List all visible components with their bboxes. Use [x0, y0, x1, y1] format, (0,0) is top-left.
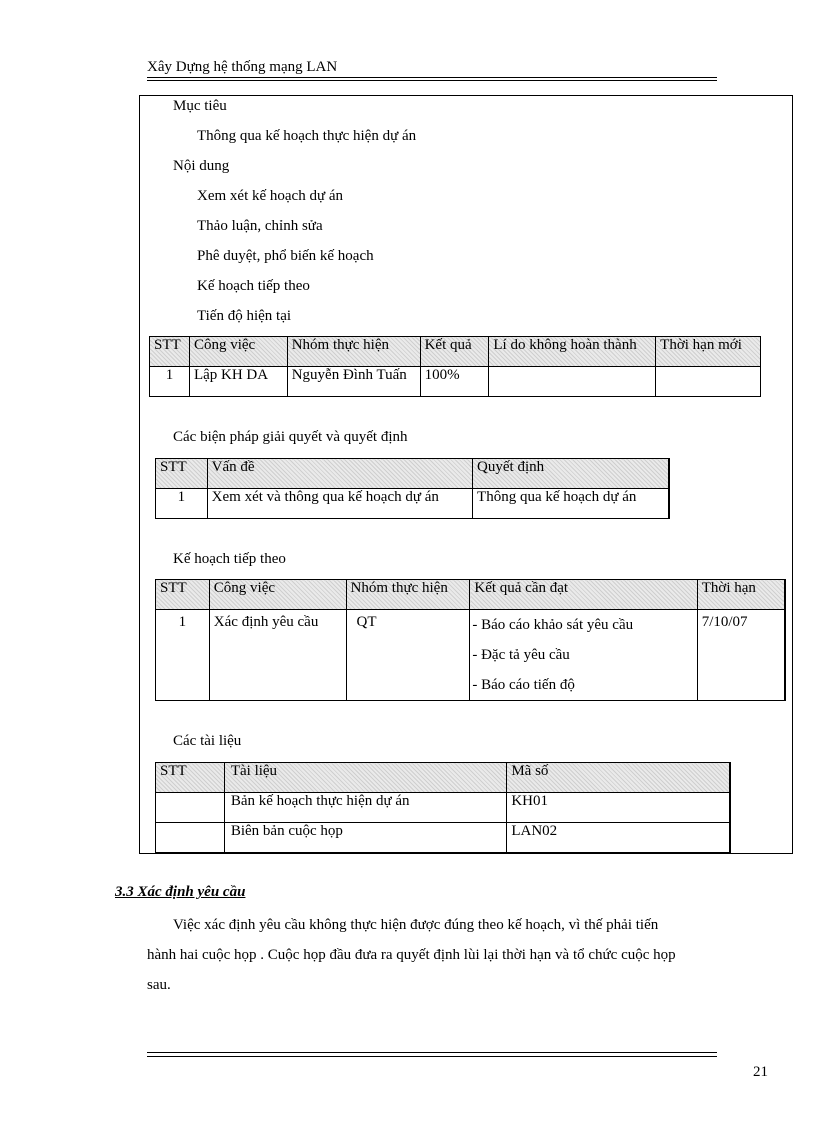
table-cell: Biên bản cuộc họp — [224, 823, 507, 853]
paragraph-line: sau. — [147, 977, 171, 993]
table-cell: 100% — [420, 367, 489, 397]
table-cell: Bản kế hoạch thực hiện dự án — [224, 793, 507, 823]
table-cell: Thông qua kế hoạch dự án — [473, 489, 669, 519]
table-header-row — [156, 763, 731, 793]
content-item: Kế hoạch tiếp theo — [197, 278, 310, 294]
table-cell — [489, 367, 656, 397]
table-cell: KH01 — [507, 793, 730, 823]
paragraph-line: Việc xác định yêu cầu không thực hiện được đúng theo kế hoạch, vì thế phải tiến — [173, 917, 659, 933]
table-cell: Lập KH DA — [189, 367, 287, 397]
table-cell: 1 — [156, 610, 210, 701]
content-item: Xem xét kế hoạch dự án — [197, 188, 343, 204]
col-header: Công việc — [189, 337, 287, 367]
result-item: - Báo cáo tiến độ — [472, 677, 575, 693]
table-header-row — [150, 337, 761, 367]
decisions-label: Các biện pháp giải quyết và quyết định — [173, 429, 408, 445]
table-row — [156, 823, 731, 853]
table-cell: 1 — [150, 367, 190, 397]
progress-table — [149, 336, 761, 397]
header-title: Xây Dựng hệ thống mạng LAN — [147, 59, 338, 75]
col-header: Công việc — [209, 580, 346, 610]
result-item: - Đặc tả yêu cầu — [472, 647, 570, 663]
result-item: - Báo cáo khảo sát yêu cầu — [472, 617, 634, 633]
table-header-row — [156, 459, 670, 489]
section-title: 3.3 Xác định yêu cầu — [115, 884, 246, 900]
table-header-row — [156, 580, 786, 610]
header-rule-top — [147, 77, 717, 78]
decisions-table — [155, 458, 670, 519]
results-cell — [470, 610, 697, 701]
table-cell: 7/10/07 — [697, 610, 785, 701]
header-rule-bottom — [147, 80, 717, 81]
col-header: Lí do không hoàn thành — [489, 337, 656, 367]
table-cell: Xem xét và thông qua kế hoạch dự án — [207, 489, 472, 519]
documents-table — [155, 762, 731, 853]
col-header: Thời hạn — [697, 580, 785, 610]
col-header: Mã số — [507, 763, 730, 793]
table-row — [156, 610, 786, 701]
table-row — [150, 367, 761, 397]
objective-label: Mục tiêu — [173, 98, 227, 114]
col-header: Kết quả — [420, 337, 489, 367]
col-header: Nhóm thực hiện — [346, 580, 470, 610]
table-row — [156, 793, 731, 823]
footer-rule-top — [147, 1052, 717, 1053]
col-header: Tài liệu — [224, 763, 507, 793]
col-header: STT — [156, 459, 208, 489]
content-item: Tiến độ hiện tại — [197, 308, 292, 324]
paragraph-line: hành hai cuộc họp . Cuộc họp đầu đưa ra quyết định lùi lại thời hạn và tổ chức cuộc họp — [147, 947, 676, 963]
col-header: STT — [156, 580, 210, 610]
col-header: STT — [156, 763, 225, 793]
col-header: STT — [150, 337, 190, 367]
table-row — [156, 489, 670, 519]
col-header: Thời hạn mới — [656, 337, 761, 367]
table-cell — [156, 793, 225, 823]
table-cell — [656, 367, 761, 397]
objective-text: Thông qua kế hoạch thực hiện dự án — [197, 128, 417, 144]
table-cell: Xác định yêu cầu — [209, 610, 346, 701]
content-item: Phê duyệt, phổ biến kế hoạch — [197, 248, 374, 264]
table-cell: Nguyễn Đình Tuấn — [287, 367, 420, 397]
table-cell — [156, 823, 225, 853]
content-label: Nội dung — [173, 158, 230, 174]
documents-label: Các tài liệu — [173, 733, 242, 749]
col-header: Nhóm thực hiện — [287, 337, 420, 367]
content-item: Thảo luận, chỉnh sửa — [197, 218, 323, 234]
table-cell: LAN02 — [507, 823, 730, 853]
col-header: Kết quả cần đạt — [470, 580, 697, 610]
next-plan-table — [155, 579, 786, 701]
table-cell: 1 — [156, 489, 208, 519]
footer-rule-bottom — [147, 1056, 717, 1057]
next-plan-label: Kế hoạch tiếp theo — [173, 551, 286, 567]
col-header: Quyết định — [473, 459, 669, 489]
table-cell: QT — [346, 610, 470, 701]
page-number: 21 — [753, 1064, 768, 1080]
col-header: Vấn đề — [207, 459, 472, 489]
